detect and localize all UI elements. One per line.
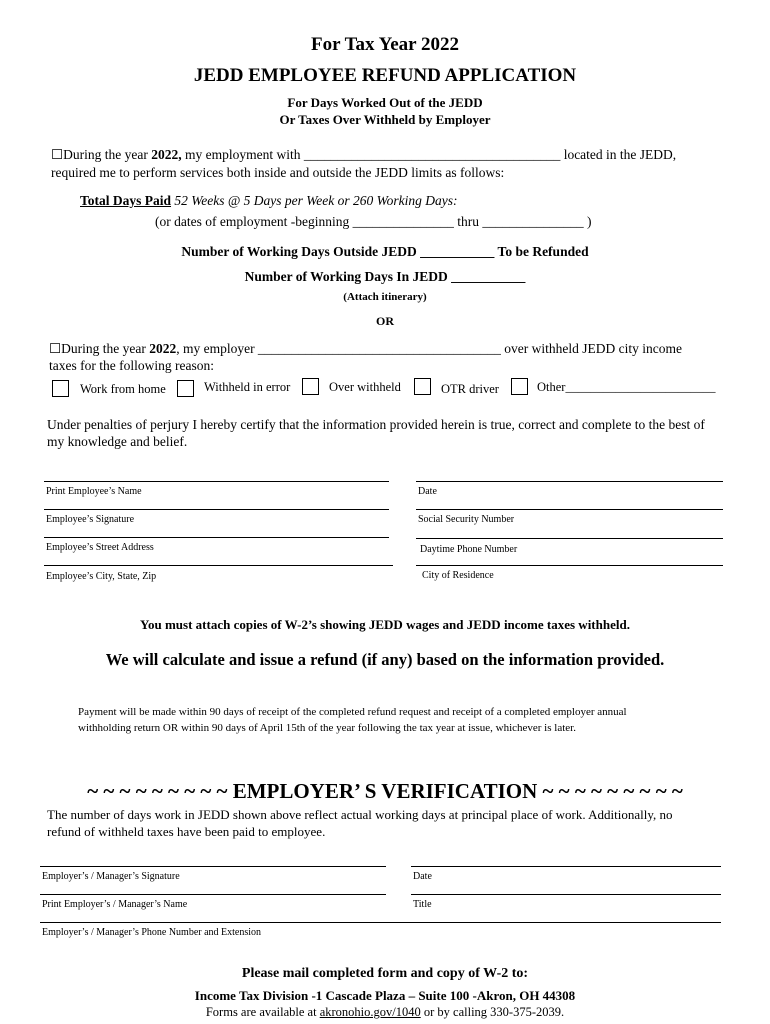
total-days-line [80,193,458,209]
section2-text-b: , my employer ____________________________________ over withheld JEDD city income [176,341,683,356]
employer-text-line1: The number of days work in JEDD shown above reflect actual working days at principal place of work. Additionally, no [47,807,673,822]
employer-title-line[interactable] [411,894,721,895]
employee-name-line[interactable] [44,481,389,482]
employee-signature-line[interactable] [44,509,389,510]
other-checkbox[interactable] [511,378,528,395]
forms-website-link[interactable]: akronohio.gov/1040 [319,1005,421,1019]
or-divider: OR [376,314,394,328]
employer-date-line[interactable] [411,866,721,867]
forms-text-b: or by calling 330-375-2039. [420,1005,565,1019]
certification-line2: my knowledge and belief. [47,434,188,449]
employer-phone-caption: Employer’s / Manager’s Phone Number and Extension [42,927,262,938]
attach-w2-notice: You must attach copies of W-2’s showing JEDD wages and JEDD income taxes withheld. [140,617,630,632]
section1-text-b: my employment with ______________________________________ located in the JEDD, [181,147,677,162]
section1-checkbox[interactable]: ☐ [51,147,64,162]
section2-text-a: During the year [61,341,150,356]
subtitle-taxes-over-withheld: Or Taxes Over Withheld by Employer [279,112,491,127]
withheld-in-error-label: Withheld in error [204,380,291,394]
employer-signature-caption: Employer’s / Manager’s Signature [42,871,180,882]
date-caption: Date [418,486,437,497]
street-address-caption: Employee’s Street Address [46,542,154,553]
otr-driver-checkbox[interactable] [414,378,431,395]
section2-line1 [49,341,682,357]
attach-itinerary: (Attach itinerary) [343,291,427,303]
withheld-in-error-checkbox[interactable] [177,380,194,397]
employee-signature-caption: Employee’s Signature [46,514,135,525]
city-state-zip-line[interactable] [44,565,393,566]
street-address-line[interactable] [44,537,389,538]
work-from-home-label: Work from home [80,382,166,396]
form-title: JEDD EMPLOYEE REFUND APPLICATION [193,65,577,86]
city-state-zip-caption: Employee’s City, State, Zip [46,571,157,582]
employer-phone-line[interactable] [40,922,721,923]
days-in-jedd[interactable]: Number of Working Days In JEDD ___________ [244,269,526,284]
city-of-residence-caption: City of Residence [422,570,494,581]
subtitle-days-worked: For Days Worked Out of the JEDD [287,95,483,110]
phone-caption: Daytime Phone Number [420,544,518,555]
section2-line2: taxes for the following reason: [49,358,214,373]
employer-date-caption: Date [413,871,432,882]
payment-terms-line2: withholding return OR within 90 days of April 15th of the year following the tax year at issue, whichever is later. [78,722,576,734]
over-withheld-label: Over withheld [329,380,401,394]
section1-year: 2022, [151,147,182,162]
payment-terms-line1: Payment will be made within 90 days of receipt of the completed refund request and receipt of a completed employer annual [78,706,627,718]
section2-checkbox[interactable]: ☐ [49,341,62,356]
phone-line[interactable] [416,538,723,539]
date-line[interactable] [416,481,723,482]
total-days-label: Total Days Paid [80,193,172,208]
mailing-address: Income Tax Division -1 Cascade Plaza – Suite 100 -Akron, OH 44308 [194,988,576,1003]
employer-name-line[interactable] [40,894,386,895]
employer-signature-line[interactable] [40,866,386,867]
section1-line1 [51,147,676,163]
tax-year-heading: For Tax Year 2022 [311,34,459,55]
forms-text-a: Forms are available at [205,1005,320,1019]
employer-title-caption: Title [413,899,432,910]
city-of-residence-line[interactable] [416,565,723,566]
ssn-line[interactable] [416,509,723,510]
otr-driver-label: OTR driver [441,382,499,396]
total-days-text: 52 Weeks @ 5 Days per Week or 260 Working Days: [171,193,458,208]
section1-text-a: During the year [63,147,152,162]
days-outside-jedd[interactable]: Number of Working Days Outside JEDD ___________ To be Refunded [181,244,589,259]
ssn-caption: Social Security Number [418,514,515,525]
certification-line1: Under penalties of perjury I hereby certify that the information provided herein is true, correct and complete to the best of [47,417,705,432]
section1-line2: required me to perform services both inside and outside the JEDD limits as follows: [51,165,505,180]
forms-availability [0,1005,770,1020]
employee-name-caption: Print Employee’s Name [46,486,142,497]
refund-calculation-notice: We will calculate and issue a refund (if any) based on the information provided. [105,650,665,669]
employment-dates-line[interactable]: (or dates of employment -beginning _______________ thru _______________ ) [155,214,592,229]
employer-verification-heading: ~ ~ ~ ~ ~ ~ ~ ~ ~ EMPLOYER’ S VERIFICATION ~ ~ ~ ~ ~ ~ ~ ~ ~ [87,779,683,803]
section2-year: 2022 [149,341,177,356]
other-label[interactable]: Other________________________ [537,380,716,394]
mail-instruction: Please mail completed form and copy of W-2 to: [241,966,529,981]
work-from-home-checkbox[interactable] [52,380,69,397]
over-withheld-checkbox[interactable] [302,378,319,395]
employer-name-caption: Print Employer’s / Manager’s Name [42,899,188,910]
employer-text-line2: refund of withheld taxes have been paid to employee. [47,824,326,839]
